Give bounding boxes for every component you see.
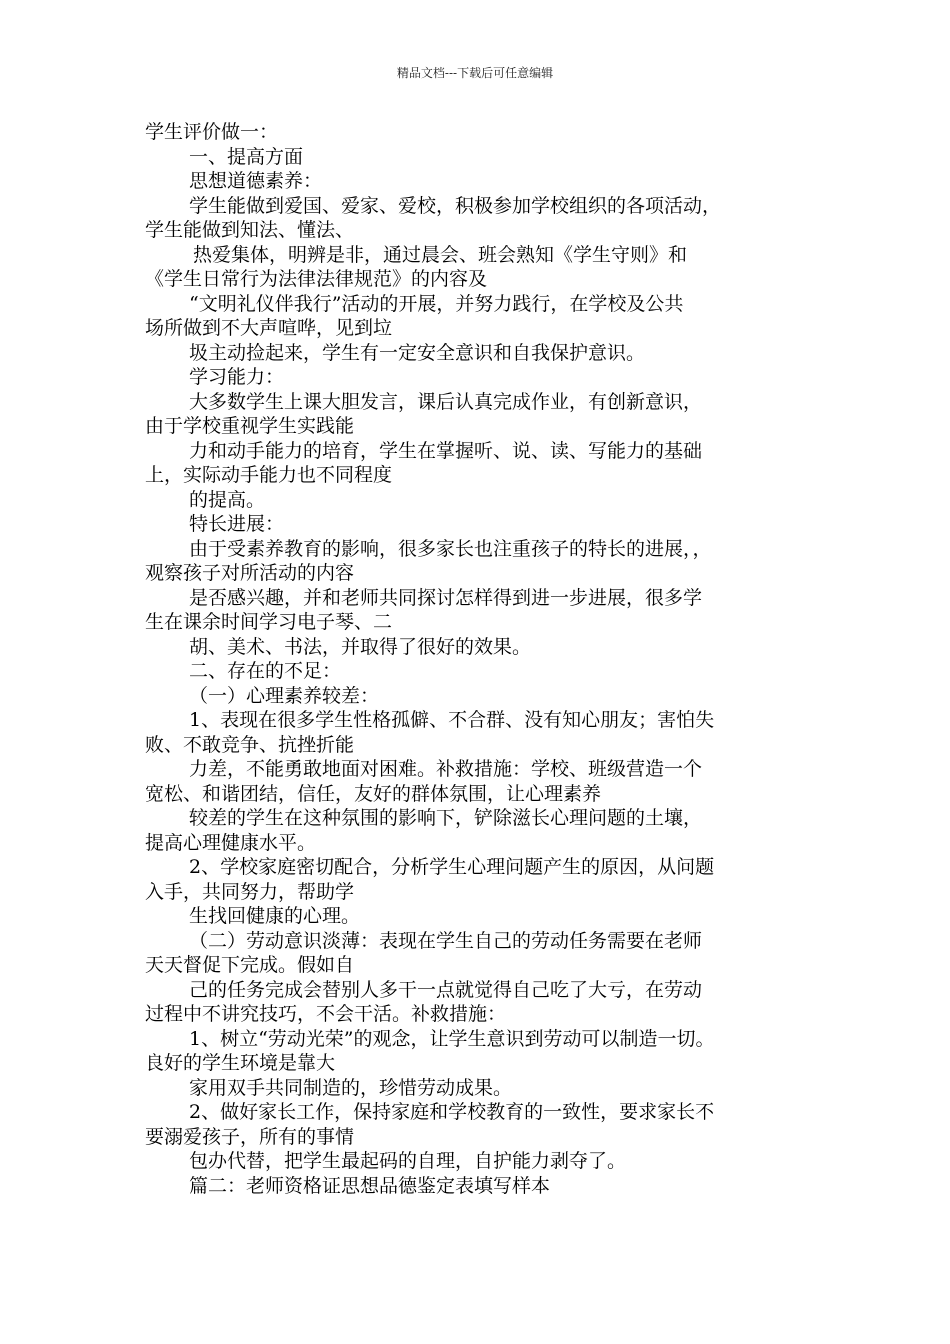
text-line: 宽松、和谐团结，信任，友好的群体氛围，让心理素养 <box>145 782 602 805</box>
text-line: 由于受素养教育的影响，很多家长也注重孩子的特长的进展，， <box>189 537 712 560</box>
text-line: 要溺爱孩子，所有的事情 <box>145 1125 355 1148</box>
text-line: 学生能做到爱国、爱家、爱校，积极参加学校组织的各项活动， <box>189 194 722 217</box>
text-line: 的提高。 <box>189 488 266 511</box>
text-line: 力差，不能勇敢地面对困难。补救措施：学校、班级营造一个 <box>189 758 703 780</box>
text-line: 提高心理健康水平。 <box>145 831 317 854</box>
text-line: 生在课余时间学习电子琴、二 <box>145 611 393 633</box>
text-line: 入手，共同努力，帮助学 <box>145 880 355 903</box>
document-body <box>145 120 825 1198</box>
text-line: 天天督促下完成。假如自 <box>145 954 355 976</box>
text-line: 家用双手共同制造的，珍惜劳动成果。 <box>189 1076 513 1099</box>
text-line: （二）劳动意识淡薄：表现在学生自己的劳动任务需要在老师 <box>189 929 703 952</box>
text-line: 由于学校重视学生实践能 <box>145 415 355 437</box>
text-line: 思想道德素养： <box>189 170 323 192</box>
text-line: 力和动手能力的培育，学生在掌握听、说、读、写能力的基础 <box>189 439 703 462</box>
text-line: 学生评价做一： <box>145 121 279 143</box>
text-line: 一、提高方面 <box>189 145 304 168</box>
text-line: 己的任务完成会替别人多干一点就觉得自己吃了大亏，在劳动 <box>189 978 703 1001</box>
text-line: 生找回健康的心理。 <box>189 905 361 927</box>
text-line: 2、学校家庭密切配合，分析学生心理问题产生的原因，从问题 <box>189 856 715 878</box>
text-line: 过程中不讲究技巧，不会干活。补救措施： <box>145 1003 507 1025</box>
text-line: 较差的学生在这种氛围的影响下，铲除滋长心理问题的土壤， <box>189 807 703 829</box>
text-line: （一）心理素养较差： <box>189 684 380 707</box>
text-line: “文明礼仪伴我行”活动的开展，并努力践行，在学校及公共 <box>189 292 684 315</box>
text-line: 大多数学生上课大胆发言，课后认真完成作业，有创新意识， <box>189 390 703 413</box>
text-line: 特长进展： <box>189 513 285 535</box>
text-line: 学习能力： <box>189 366 285 388</box>
page-header: 精品文档---下载后可任意编辑 <box>396 66 554 80</box>
text-line: 学生能做到知法、懂法、 <box>145 219 355 241</box>
text-line: 篇二：老师资格证思想品德鉴定表填写样本 <box>189 1174 551 1197</box>
text-line: 是否感兴趣，并和老师共同探讨怎样得到进一步进展，很多学 <box>189 586 703 609</box>
text-line: 观察孩子对所活动的内容 <box>145 562 355 584</box>
text-line: 1、树立“劳动光荣”的观念，让学生意识到劳动可以制造一切。 <box>189 1027 715 1050</box>
text-line: 圾主动捡起来，学生有一定安全意识和自我保护意识。 <box>189 341 646 364</box>
text-line: 良好的学生环境是靠大 <box>145 1052 336 1074</box>
text-line: 热爱集体，明辨是非，通过晨会、班会熟知《学生守则》和 <box>193 243 688 266</box>
text-line: 《学生日常行为法律法律规范》的内容及 <box>145 268 488 290</box>
text-line: 包办代替，把学生最起码的自理，自护能力剥夺了。 <box>189 1150 627 1172</box>
text-line: 场所做到不大声喧哗，见到垃 <box>145 317 393 339</box>
text-line: 二、存在的不足： <box>189 660 342 682</box>
text-line: 2、做好家长工作，保持家庭和学校教育的一致性，要求家长不 <box>189 1101 715 1123</box>
text-line: 上，实际动手能力也不同程度 <box>145 464 393 486</box>
text-line: 1、表现在很多学生性格孤僻、不合群、没有知心朋友；害怕失 <box>189 709 715 731</box>
text-line: 败、不敢竞争、抗挫折能 <box>145 733 355 756</box>
text-line: 胡、美术、书法，并取得了很好的效果。 <box>189 635 532 658</box>
